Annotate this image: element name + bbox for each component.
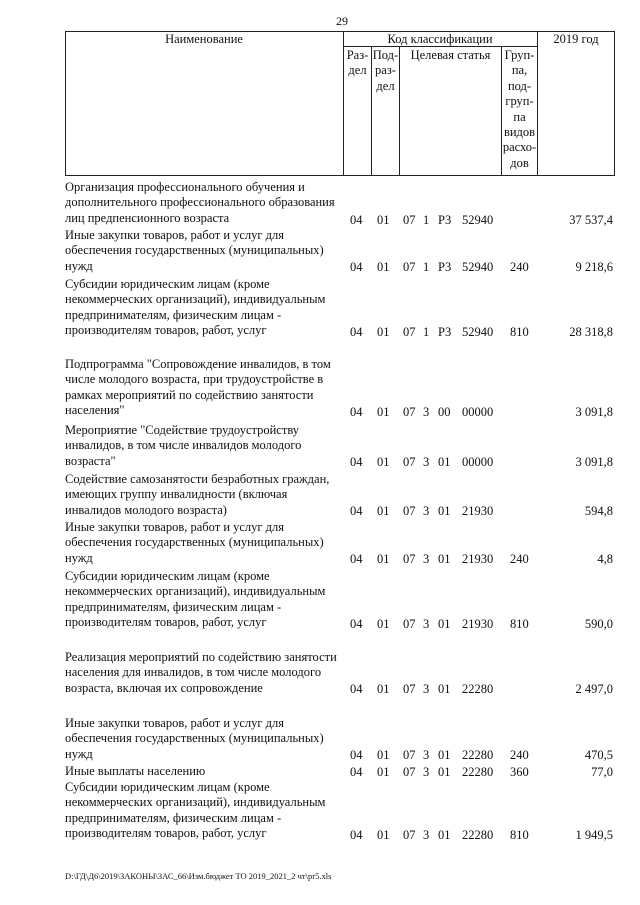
row-podrazdel: 01	[377, 681, 390, 696]
row-target-program: 07	[403, 616, 416, 631]
row-razdel: 04	[350, 404, 363, 419]
row-name: Иные закупки товаров, работ и услуг для обеспечения государственных (муниципальных) нужд	[65, 716, 324, 761]
row-podrazdel: 01	[377, 764, 390, 779]
row-target-measure: 01	[438, 827, 451, 842]
table-row	[65, 180, 615, 228]
row-razdel: 04	[350, 747, 363, 762]
row-name: Содействие самозанятости безработных граждан, имеющих группу инвалидности (включая инвалидов молодого возраста)	[65, 472, 330, 517]
row-target-direction: 00000	[462, 404, 494, 419]
row-sum: 590,0	[584, 616, 613, 631]
row-podrazdel: 01	[377, 324, 390, 339]
row-name: Организация профессионального обучения и дополнительного профессионального образования лиц предпенсионного возраста	[65, 180, 335, 225]
row-target-measure: 01	[438, 764, 451, 779]
row-target-program: 07	[403, 404, 416, 419]
row-target-subprogram: 3	[423, 454, 430, 469]
row-target-measure: 01	[438, 616, 451, 631]
row-target-subprogram: 3	[423, 747, 430, 762]
row-razdel: 04	[350, 681, 363, 696]
row-razdel: 04	[350, 212, 363, 227]
row-podrazdel: 01	[377, 827, 390, 842]
row-name: Иные закупки товаров, работ и услуг для обеспечения государственных (муниципальных) нужд	[65, 520, 324, 565]
header-target: Целевая статья	[410, 48, 491, 62]
header-border-left	[65, 31, 66, 176]
header-sep-year	[537, 31, 538, 176]
row-sum: 1 949,5	[575, 827, 613, 842]
row-target-direction: 00000	[462, 454, 494, 469]
row-target-measure: P3	[438, 259, 452, 274]
row-target-direction: 22280	[462, 764, 494, 779]
row-name: Реализация мероприятий по содействию занятости населения для инвалидов, в том числе молодого возраста, включая их сопровождение	[65, 650, 337, 695]
header-border-right	[614, 31, 615, 176]
row-razdel: 04	[350, 324, 363, 339]
row-target-subprogram: 3	[423, 764, 430, 779]
table-row	[65, 764, 615, 780]
row-sum: 4,8	[597, 551, 613, 566]
row-podrazdel: 01	[377, 503, 390, 518]
row-target-direction: 21930	[462, 503, 494, 518]
table-row	[65, 569, 615, 632]
table-row	[65, 716, 615, 763]
row-razdel: 04	[350, 454, 363, 469]
table-row	[65, 520, 615, 567]
row-target-subprogram: 1	[423, 324, 430, 339]
row-target-measure: 01	[438, 747, 451, 762]
row-target-direction: 22280	[462, 681, 494, 696]
row-sum: 3 091,8	[575, 454, 613, 469]
row-razdel: 04	[350, 764, 363, 779]
row-sum: 9 218,6	[575, 259, 613, 274]
row-target-direction: 21930	[462, 616, 494, 631]
row-podrazdel: 01	[377, 212, 390, 227]
row-target-direction: 21930	[462, 551, 494, 566]
row-razdel: 04	[350, 503, 363, 518]
row-target-direction: 52940	[462, 259, 494, 274]
row-target-program: 07	[403, 551, 416, 566]
row-sum: 3 091,8	[575, 404, 613, 419]
table-header	[65, 31, 615, 176]
table-row	[65, 357, 615, 420]
row-podrazdel: 01	[377, 551, 390, 566]
row-target-subprogram: 3	[423, 827, 430, 842]
header-podrazdel: Под- раз- дел	[372, 48, 399, 93]
header-name: Наименование	[165, 32, 243, 46]
row-vid: 240	[510, 259, 529, 274]
row-target-program: 07	[403, 212, 416, 227]
row-vid: 810	[510, 616, 529, 631]
row-razdel: 04	[350, 259, 363, 274]
row-target-subprogram: 1	[423, 259, 430, 274]
row-target-measure: 00	[438, 404, 451, 419]
row-vid: 810	[510, 827, 529, 842]
row-podrazdel: 01	[377, 747, 390, 762]
row-target-direction: 52940	[462, 212, 494, 227]
table-row	[65, 228, 615, 275]
row-name: Иные выплаты населению	[65, 764, 206, 778]
table-row	[65, 423, 615, 470]
row-target-measure: 01	[438, 503, 451, 518]
row-name: Субсидии юридическим лицам (кроме некоммерческих организаций), индивидуальным предпринимателям, физическим лицам - производителям товаров, работ, услуг	[65, 780, 326, 841]
row-target-program: 07	[403, 764, 416, 779]
row-target-subprogram: 3	[423, 551, 430, 566]
row-target-measure: P3	[438, 324, 452, 339]
file-path-footer: D:\ГД\Д6\2019\ЗАКОНЫ\ЗАС_66\Изм.бюджет ТО 2019_2021_2 чт\pr5.xls	[65, 871, 332, 881]
row-vid: 360	[510, 764, 529, 779]
row-target-measure: P3	[438, 212, 452, 227]
row-target-measure: 01	[438, 681, 451, 696]
page-number: 29	[336, 14, 348, 28]
row-razdel: 04	[350, 551, 363, 566]
table-row	[65, 472, 615, 519]
row-podrazdel: 01	[377, 259, 390, 274]
row-target-program: 07	[403, 681, 416, 696]
row-target-measure: 01	[438, 454, 451, 469]
row-sum: 77,0	[591, 764, 613, 779]
header-code-title: Код классификации	[387, 32, 493, 46]
row-target-direction: 22280	[462, 827, 494, 842]
row-target-program: 07	[403, 454, 416, 469]
row-target-subprogram: 3	[423, 616, 430, 631]
table-row	[65, 277, 615, 340]
row-podrazdel: 01	[377, 404, 390, 419]
row-target-direction: 22280	[462, 747, 494, 762]
table-row	[65, 650, 615, 697]
header-year: 2019 год	[553, 32, 599, 46]
row-razdel: 04	[350, 827, 363, 842]
row-sum: 37 537,4	[569, 212, 613, 227]
row-vid: 810	[510, 324, 529, 339]
row-target-subprogram: 3	[423, 681, 430, 696]
row-target-subprogram: 3	[423, 503, 430, 518]
row-sum: 28 318,8	[569, 324, 613, 339]
row-podrazdel: 01	[377, 454, 390, 469]
row-target-subprogram: 1	[423, 212, 430, 227]
row-target-measure: 01	[438, 551, 451, 566]
row-razdel: 04	[350, 616, 363, 631]
row-target-program: 07	[403, 324, 416, 339]
row-name: Мероприятие "Содействие трудоустройству инвалидов, в том числе инвалидов молодого возраста"	[65, 423, 302, 468]
header-border-bottom	[65, 175, 615, 176]
row-podrazdel: 01	[377, 616, 390, 631]
row-name: Субсидии юридическим лицам (кроме некоммерческих организаций), индивидуальным предпринимателям, физическим лицам - производителям товаров, работ, услуг	[65, 277, 326, 338]
row-sum: 470,5	[584, 747, 613, 762]
row-sum: 594,8	[584, 503, 613, 518]
row-sum: 2 497,0	[575, 681, 613, 696]
row-target-program: 07	[403, 503, 416, 518]
row-target-program: 07	[403, 747, 416, 762]
row-name: Подпрограмма "Сопровождение инвалидов, в том числе молодого возраста, при трудоустройстве в рамках мероприятий по содействию занятости населения"	[65, 357, 331, 418]
row-target-direction: 52940	[462, 324, 494, 339]
row-name: Иные закупки товаров, работ и услуг для обеспечения государственных (муниципальных) нужд	[65, 228, 324, 273]
header-sep-podrazdel	[399, 46, 400, 176]
row-vid: 240	[510, 551, 529, 566]
row-target-program: 07	[403, 259, 416, 274]
row-target-subprogram: 3	[423, 404, 430, 419]
row-target-program: 07	[403, 827, 416, 842]
table-row	[65, 780, 615, 843]
row-vid: 240	[510, 747, 529, 762]
header-razdel: Раз- дел	[346, 48, 369, 78]
header-vid: Груп- па, под- груп- па видов расхо- дов	[502, 48, 537, 170]
row-name: Субсидии юридическим лицам (кроме некоммерческих организаций), индивидуальным предпринимателям, физическим лицам - производителям товаров, работ, услуг	[65, 569, 326, 630]
